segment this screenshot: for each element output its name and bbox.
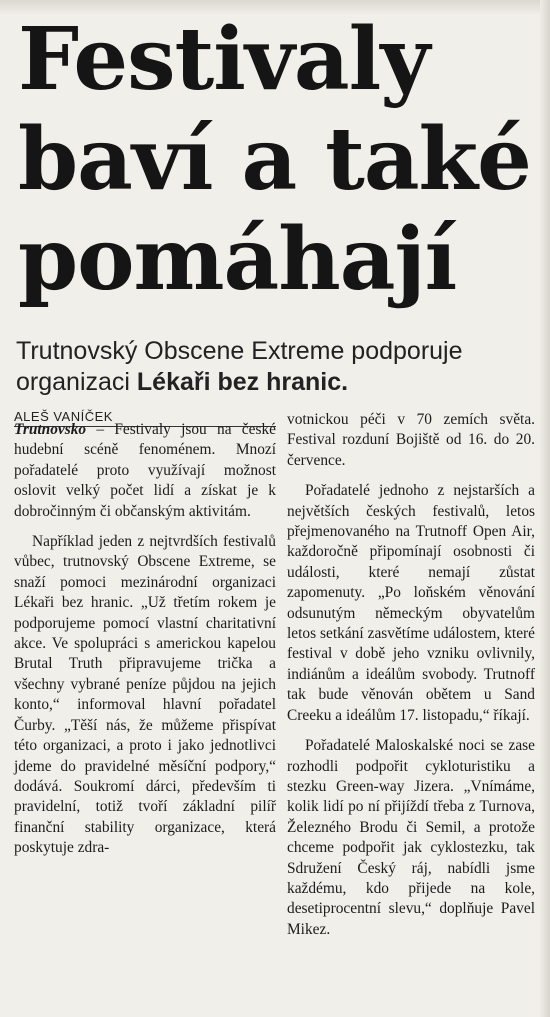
headline-line: baví a také xyxy=(18,109,531,210)
paragraph: votnickou péči v 70 zemích světa. Festival rozduní Bojiště od 16. do 20. července. xyxy=(287,411,535,469)
paragraph: Pořadatelé jednoho z nejstarších a největších českých festivalů, letos přejmenovaného na Trutnoff Open Air, každoročně připomínají osobnosti či události, které nemají zůstat zapomenuty. „Po loňském věnování odsunutým německým obyvatelům letos setkání zasvětíme událostem, které festival v době jeho vzniku ovlivnily, indiánům a ideálům svobody. Trutnoff tak bude věnován obětem u Sand Creeku a ideálům 17. listopadu,“ říkají. xyxy=(287,482,535,724)
deck-subtitle xyxy=(16,336,536,398)
paragraph-text: – Festivaly jsou na české hudební scéně fenoménem. Mnozí pořadatelé proto využívají možnost oslovit velký počet lidí a získat je k dobročinným či občanským aktivitám. xyxy=(14,421,276,520)
headline-line: Festivaly xyxy=(18,9,430,110)
dateline: Trutnovsko xyxy=(14,421,87,438)
byline: ALEŠ VANÍČEK xyxy=(14,409,276,427)
deck-plain-text: Trutnovský Obscene Extreme podporuje organizaci xyxy=(16,337,463,396)
headline-line: pomáhají xyxy=(18,209,457,310)
text-column-right xyxy=(287,410,535,950)
deck-bold-text: Lékaři bez hranic. xyxy=(136,368,349,396)
paragraph: Pořadatelé Maloskalské noci se zase rozhodli podpořit cykloturistiku a stezku Green-way Jizera. „Vnímáme, kolik lidí po ní přijíždí třeba z Turnova, Železného Brodu či Semil, a protože chceme podpořit jak cyklostezku, tak Sdružení Český ráj, nabídli jsme každému, kdo přijede na kole, desetiprocentní slevu,“ doplňuje Pavel Mikez. xyxy=(287,737,535,938)
headline xyxy=(18,10,538,310)
adjacent-page-bleed xyxy=(540,0,550,1017)
paragraph: Například jeden z nejtvrdších festivalů vůbec, trutnovský Obscene Extreme, se snaží pomoci mezinárodní organizaci Lékaři bez hranic. „Už třetím rokem je podporujeme pomocí vlastní charitativní akce. Ve spolupráci s americkou kapelou Brutal Truth připravujeme trička a všechny vybrané peníze půjdou na jejich konto,“ informoval hlavní pořadatel Čurby. „Těší nás, že můžeme přispívat této organizaci, a proto i jako jednotlivci jdeme do pravidelné měsíční podpory,“ dodává. Soukromí dárci, především ti pravidelní, totiž tvoří základní pilíř finanční stability organizace, která poskytuje zdra- xyxy=(14,533,276,857)
text-column-left xyxy=(14,420,276,869)
paragraph xyxy=(14,420,276,522)
